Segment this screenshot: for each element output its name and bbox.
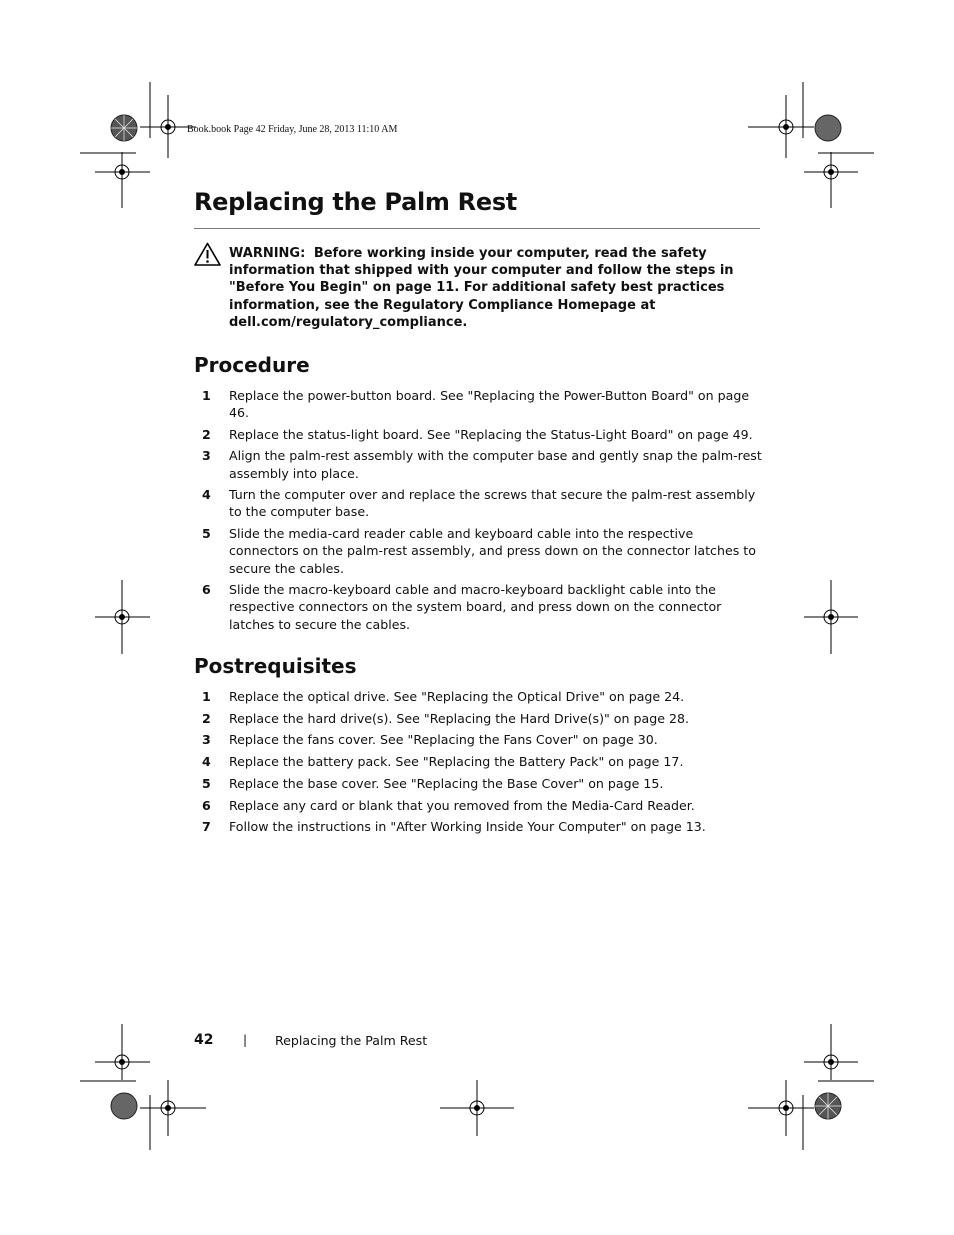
postrequisites-list	[194, 688, 764, 836]
list-item: 2 Replace the hard drive(s). See "Replacing the Hard Drive(s)" on page 28.	[202, 710, 689, 726]
list-item: 1 Replace the power-button board. See "Replacing the Power-Button Board" on page 46.	[202, 388, 750, 421]
list-item: 3 Align the palm-rest assembly with the computer base and gently snap the palm-rest assembly into place.	[202, 448, 762, 481]
warning-text: Before working inside your computer, read the safety information that shipped with your computer and follow the steps in "Before You Begin" on page 11. For additional safety best practices information, see the Regulatory Compliance Homepage at dell.com/regulatory_compliance.	[229, 246, 734, 330]
list-item: 7 Follow the instructions in "After Working Inside Your Computer" on page 13.	[202, 819, 706, 835]
print-header: Book.book Page 42 Friday, June 28, 2013 11:10 AM	[187, 124, 398, 135]
page-number: 42	[194, 1032, 214, 1048]
footer-separator: |	[243, 1033, 248, 1047]
warning-label: WARNING:	[229, 246, 306, 261]
footer-section-title: Replacing the Palm Rest	[275, 1033, 428, 1048]
list-item: 3 Replace the fans cover. See "Replacing the Fans Cover" on page 30.	[202, 732, 658, 748]
procedure-list	[194, 387, 764, 633]
list-item: 2 Replace the status-light board. See "Replacing the Status-Light Board" on page 49.	[202, 426, 753, 442]
procedure-heading: Procedure	[194, 353, 310, 377]
postrequisites-heading: Postrequisites	[194, 654, 357, 678]
title-rule	[194, 228, 760, 229]
page-title: Replacing the Palm Rest	[194, 188, 517, 216]
list-item: 6 Replace any card or blank that you removed from the Media-Card Reader.	[202, 797, 695, 813]
list-item: 4 Replace the battery pack. See "Replacing the Battery Pack" on page 17.	[202, 754, 684, 770]
list-item: 6 Slide the macro-keyboard cable and macro-keyboard backlight cable into the respective connectors on the system board, and press down on the connector latches to secure the cables.	[202, 582, 722, 632]
warning-icon	[194, 242, 221, 266]
list-item: 4 Turn the computer over and replace the screws that secure the palm-rest assembly to the computer base.	[202, 487, 756, 520]
list-item: 5 Replace the base cover. See "Replacing the Base Cover" on page 15.	[202, 775, 664, 791]
list-item: 5 Slide the media-card reader cable and keyboard cable into the respective connectors on the palm-rest assembly, and press down on the connector latches to secure the cables.	[202, 525, 756, 576]
warning-notice	[229, 245, 764, 331]
list-item: 1 Replace the optical drive. See "Replacing the Optical Drive" on page 24.	[202, 689, 685, 704]
